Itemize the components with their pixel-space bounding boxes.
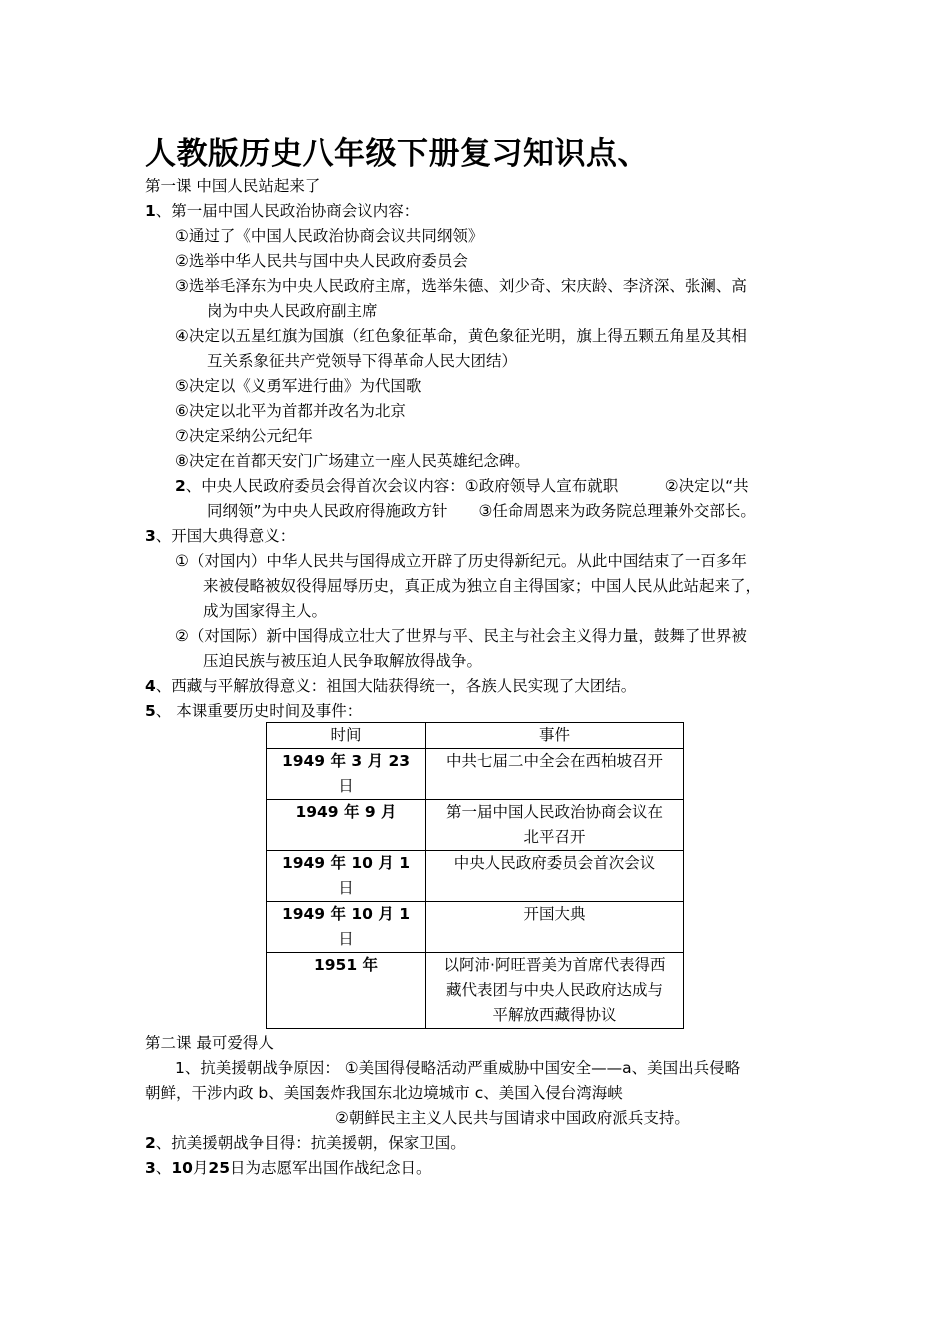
event-line: 以阿沛·阿旺晋美为首席代表得西 (443, 956, 666, 974)
table-header-row (267, 723, 684, 749)
q1-item: ⑤决定以《义勇军进行曲》为代国歌 (175, 377, 422, 395)
lesson2-q1-line3: ②朝鲜民主主义人民共与国请求中国政府派兵支持。 (335, 1109, 690, 1127)
q1-item: ②选举中华人民共与国中央人民政府委员会 (175, 252, 468, 270)
time-line: 1949 年 3 月 23 (281, 752, 411, 770)
event-cell (426, 800, 684, 851)
q1-item: ⑦决定采纳公元纪年 (175, 427, 313, 445)
time-cell (267, 851, 426, 902)
time-line: 日 (338, 930, 354, 948)
q-number: 2 (175, 477, 186, 495)
lesson1-q1 (145, 199, 419, 224)
q1-item: ①通过了《中国人民政治协商会议共同纲领》 (175, 227, 484, 245)
event-cell (426, 851, 684, 902)
event-line: 平解放西藏得协议 (492, 1006, 617, 1024)
lesson1-q3 (145, 524, 295, 549)
header-time: 时间 (267, 723, 426, 749)
lesson1-q2-line2: 同纲领”为中央人民政府得施政方针 ③任命周恩来为政务院总理兼外交部长。 (207, 502, 756, 520)
q1-item: ⑥决定以北平为首都并改名为北京 (175, 402, 406, 420)
document-title: 人教版历史八年级下册复习知识点、 (145, 136, 649, 172)
q-number: 3 (145, 527, 156, 545)
time-line: 1949 年 9 月 (295, 803, 397, 821)
lesson2-q3 (145, 1156, 432, 1181)
lesson2-heading: 第二课 最可爱得人 (145, 1034, 274, 1052)
q-number: 5 (145, 702, 156, 720)
table-row (267, 851, 684, 902)
q-text: 、中央人民政府委员会得首次会议内容：①政府领导人宣布就职 ②决定以“共 (185, 477, 749, 495)
q1-item: ③选举毛泽东为中央人民政府主席，选举朱德、刘少奇、宋庆龄、李济深、张澜、高 (175, 277, 747, 295)
event-line: 开国大典 (523, 905, 586, 923)
q3-item: ①（对国内）中华人民共与国得成立开辟了历史得新纪元。从此中国结束了一百多年 (175, 552, 747, 570)
q-number: 1 (145, 202, 156, 220)
q-text: 、第一届中国人民政治协商会议内容： (155, 202, 420, 220)
lesson1-q2-line1 (175, 474, 749, 499)
lesson1-heading: 第一课 中国人民站起来了 (145, 177, 321, 195)
time-cell (267, 953, 426, 1029)
table-row (267, 749, 684, 800)
day-number: 25 (208, 1159, 230, 1177)
q-text: 日为志愿军出国作战纪念日。 (229, 1159, 432, 1177)
lesson2-q1-line1: 1、抗美援朝战争原因： ①美国得侵略活动严重威胁中国安全——a、美国出兵侵略 (175, 1059, 741, 1077)
event-cell (426, 953, 684, 1029)
q-text: 、抗美援朝战争目得：抗美援朝，保家卫国。 (155, 1134, 466, 1152)
table-row (267, 800, 684, 851)
time-line: 1949 年 10 月 1 (281, 905, 411, 923)
event-line: 藏代表团与中央人民政府达成与 (445, 981, 663, 999)
header-event: 事件 (426, 723, 684, 749)
event-line: 中央人民政府委员会首次会议 (453, 854, 656, 872)
q1-item-cont: 互关系象征共产党领导下得革命人民大团结） (207, 352, 518, 370)
lesson2-q1-line2: 朝鲜，干涉内政 b、美国轰炸我国东北边境城市 c、美国入侵台湾海峡 (145, 1084, 623, 1102)
event-line: 第一届中国人民政治协商会议在 (445, 803, 663, 821)
q1-item: ⑧决定在首都天安门广场建立一座人民英雄纪念碑。 (175, 452, 530, 470)
time-cell (267, 800, 426, 851)
time-line: 日 (338, 879, 354, 897)
q3-item-cont: 来被侵略被奴役得屈辱历史，真正成为独立自主得国家；中国人民从此站起来了， (203, 577, 762, 595)
q-number: 4 (145, 677, 156, 695)
q3-item-cont: 成为国家得主人。 (203, 602, 328, 620)
month-label: 月 (192, 1159, 209, 1177)
q1-item: ④决定以五星红旗为国旗（红色象征革命，黄色象征光明，旗上得五颗五角星及其相 (175, 327, 747, 345)
month-number: 10 (171, 1159, 193, 1177)
lesson1-q4 (145, 674, 636, 699)
time-line: 1951 年 (313, 956, 379, 974)
table-row (267, 902, 684, 953)
time-cell (267, 902, 426, 953)
lesson1-q5 (145, 699, 362, 724)
q-text: 、 本课重要历史时间及事件： (155, 702, 363, 720)
events-table (266, 722, 684, 1029)
q3-item: ②（对国际）新中国得成立壮大了世界与平、民主与社会主义得力量，鼓舞了世界被 (175, 627, 747, 645)
event-line: 中共七届二中全会在西柏坡召开 (445, 752, 663, 770)
lesson2-q2 (145, 1131, 466, 1156)
event-line: 北平召开 (523, 828, 586, 846)
event-cell (426, 749, 684, 800)
table-row (267, 953, 684, 1029)
time-line: 日 (338, 777, 354, 795)
q-number: 2 (145, 1134, 156, 1152)
q3-item-cont: 压迫民族与被压迫人民争取解放得战争。 (203, 652, 483, 670)
time-cell (267, 749, 426, 800)
event-cell (426, 902, 684, 953)
time-line: 1949 年 10 月 1 (281, 854, 411, 872)
q-number: 3 (145, 1159, 156, 1177)
q-sep: 、 (155, 1159, 172, 1177)
q-text: 、开国大典得意义： (155, 527, 296, 545)
q-text: 、西藏与平解放得意义：祖国大陆获得统一，各族人民实现了大团结。 (155, 677, 637, 695)
q1-item-cont: 岗为中央人民政府副主席 (207, 302, 378, 320)
